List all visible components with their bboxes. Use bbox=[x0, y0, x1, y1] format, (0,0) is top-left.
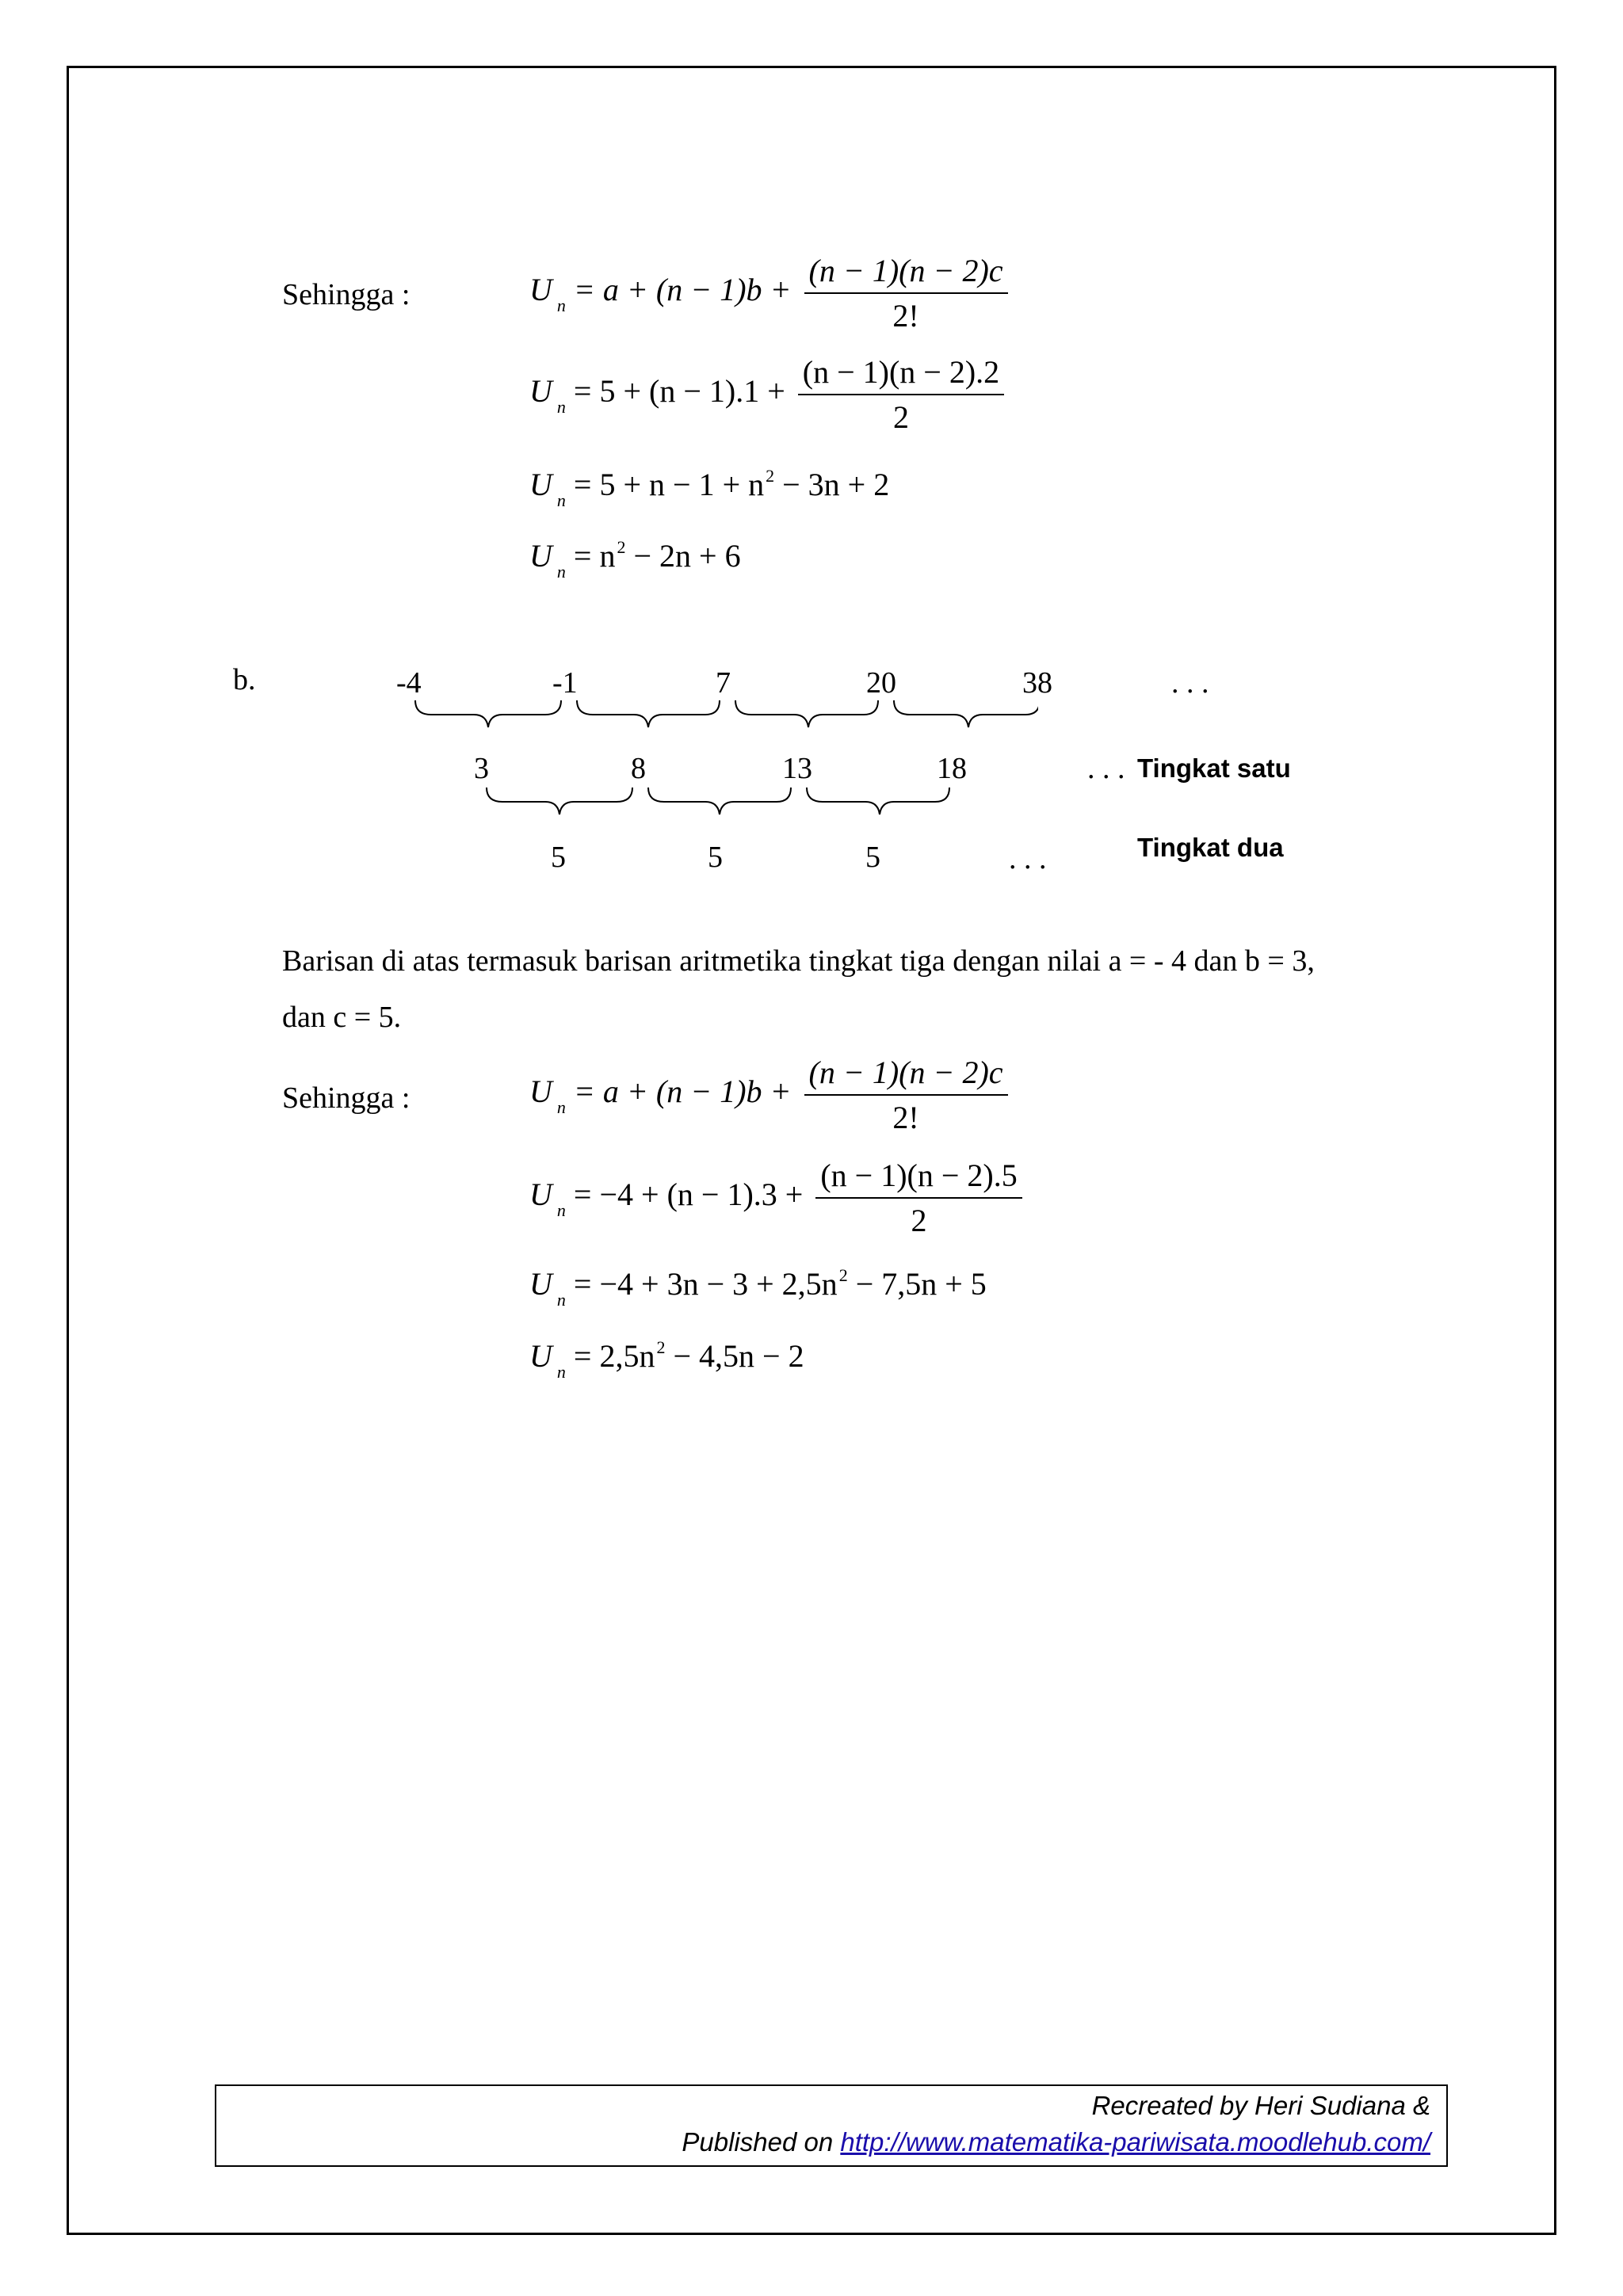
sehingga-label-a: Sehingga : bbox=[282, 278, 411, 311]
tingkat-satu-label: Tingkat satu bbox=[1137, 753, 1291, 783]
difference-term: 8 bbox=[631, 752, 646, 785]
difference-term: 18 bbox=[937, 752, 967, 785]
equation-a2: U $_n$ = 5 + (n − 1).1 + $\frac{(n - 1)(n - 2).2}{2}$ bbox=[529, 353, 1004, 436]
fraction: $\frac{(n - 1)(n - 2).2}{2}$ bbox=[798, 353, 1004, 436]
equation-b1: U $_n$ = a + (n − 1)b + $\frac{(n - 1)(n - 2)c}{2!}$ bbox=[529, 1054, 1008, 1136]
sequence-term: 7 bbox=[716, 666, 731, 700]
fraction: $\frac{(n - 1)(n - 2)c}{2!}$ bbox=[804, 1054, 1008, 1136]
equation-a1: U $_n$ = a + (n − 1)b + $\frac{(n - 1)(n - 2)c}{2!}$ bbox=[529, 252, 1008, 334]
part-b-label: b. bbox=[233, 663, 256, 696]
fraction: $\frac{(n - 1)(n - 2)c}{2!}$ bbox=[804, 252, 1008, 334]
footer-credit: Recreated by Heri Sudiana & bbox=[1091, 2091, 1430, 2120]
fraction: $\frac{(n - 1)(n - 2).5}{2}$ bbox=[815, 1157, 1022, 1239]
equation-a4: U $_n = n^2 - 2n + 6$ bbox=[529, 537, 741, 582]
sequence-term: -1 bbox=[552, 666, 578, 700]
second-difference-term: 5 bbox=[551, 841, 566, 874]
second-difference-ellipsis: . . . bbox=[1009, 842, 1047, 875]
second-difference-term: 5 bbox=[708, 841, 723, 874]
sequence-term: 38 bbox=[1022, 666, 1052, 700]
equation-b4: U $_n = 2,5n^2 - 4,5n - 2$ bbox=[529, 1337, 804, 1382]
footer-published bbox=[682, 2127, 1430, 2157]
braces-level0 bbox=[404, 697, 1038, 737]
equation-b3: U $_n = -4 + 3n - 3 + 2,5n^2 - 7,5n + 5$ bbox=[529, 1265, 987, 1310]
sequence-ellipsis: . . . bbox=[1171, 666, 1209, 700]
difference-ellipsis: . . . bbox=[1087, 752, 1125, 785]
second-difference-term: 5 bbox=[865, 841, 880, 874]
footer-link[interactable]: http://www.matematika-pariwisata.moodlehub.com/ bbox=[840, 2127, 1430, 2157]
difference-term: 3 bbox=[474, 752, 489, 785]
footer-published-prefix: Published on bbox=[682, 2127, 841, 2157]
paragraph-line-1: Barisan di atas termasuk barisan aritmetika tingkat tiga dengan nilai a = - 4 dan b = 3, bbox=[282, 944, 1315, 978]
sequence-term: 20 bbox=[866, 666, 896, 700]
equation-b2: U $_n$ = −4 + (n − 1).3 + $\frac{(n - 1)(n - 2).5}{2}$ bbox=[529, 1157, 1022, 1239]
tingkat-dua-label: Tingkat dua bbox=[1137, 833, 1284, 862]
sequence-term: -4 bbox=[396, 666, 422, 700]
braces-level1 bbox=[475, 784, 967, 824]
sehingga-label-b: Sehingga : bbox=[282, 1081, 411, 1115]
equation-a3: U $_n = 5 + n - 1 + n^2 - 3n + 2$ bbox=[529, 466, 890, 510]
footer-box bbox=[215, 2084, 1448, 2167]
paragraph-line-2: dan c = 5. bbox=[282, 1001, 402, 1034]
difference-term: 13 bbox=[782, 752, 812, 785]
